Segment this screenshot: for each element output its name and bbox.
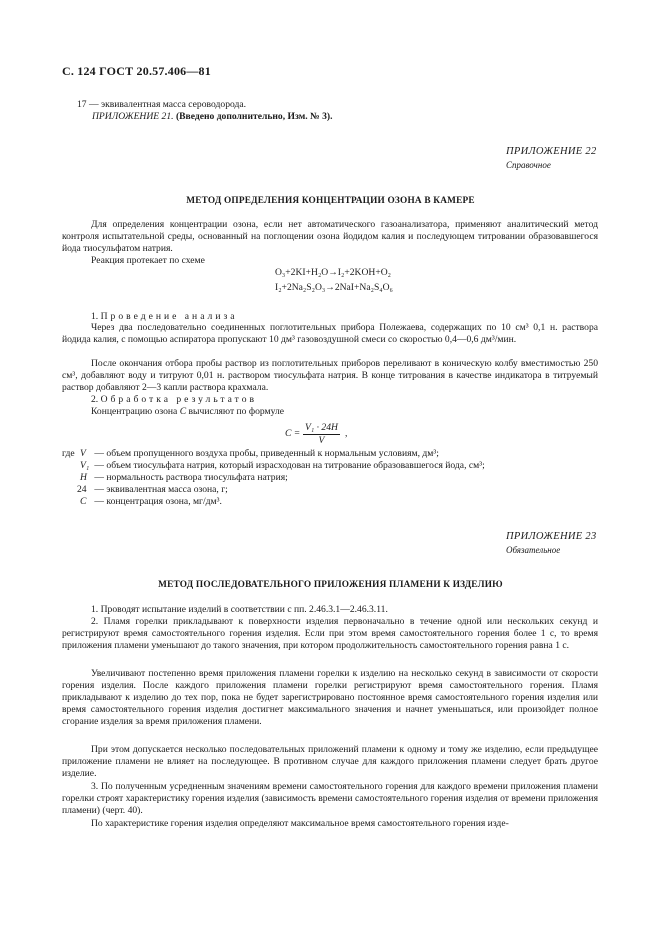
formula-denominator: V — [318, 435, 325, 447]
legend-text: — концентрация озона, мг/дм³. — [94, 496, 222, 507]
formula-intro-symbol: C — [179, 406, 187, 417]
legend-text: — объем тиосульфата натрия, который израсходован на титрование образовавшегося йода, см³; — [94, 460, 485, 471]
legend-item — [80, 448, 439, 460]
appendix22-sub: Справочное — [506, 160, 551, 170]
reaction-1: O₃+2KI+H₂O→I₂+2KOH+O₂ — [275, 267, 392, 278]
legend-symbol: H — [80, 472, 87, 483]
legend-where: где — [62, 448, 75, 459]
section1-paragraph-2: После окончания отбора пробы раствор из поглотительных приборов переливают в коническую колбу вместимостью 250 см³, добавляют воду и титруют 0,01 н. раствором тиосульфата натрия. В конце титрования в качестве индикатора в титруемый раствор добавляют 2—3 капли раствора крахмала. — [62, 358, 598, 394]
prev-appendix-note — [92, 111, 332, 123]
formula-fraction — [303, 422, 340, 447]
prev-appendix-note-label: ПРИЛОЖЕНИЕ 21. — [92, 111, 174, 122]
formula-intro-text-b: вычисляют по формуле — [188, 406, 285, 417]
section2-title: Обработка результатов — [100, 394, 258, 405]
appendix23-paragraph-1: 1. Проводят испытание изделий в соответствии с пп. 2.46.3.1—2.46.3.11. — [91, 604, 388, 615]
formula-numerator: V₁ · 24H — [303, 422, 340, 435]
formula-tail: , — [345, 428, 348, 439]
section2-number: 2. — [91, 394, 99, 405]
appendix22-label: ПРИЛОЖЕНИЕ 22 — [506, 146, 597, 157]
appendix23-paragraph-4: При этом допускается несколько последовательных приложений пламени к одному и тому же изделию, если предыдущее приложение пламени не влияет на последующее. В противном случае для каждого приложения пламени следует брать другое изделие. — [62, 744, 598, 780]
legend-symbol: V₁ — [80, 460, 90, 471]
reaction-intro: Реакция протекает по схеме — [91, 255, 205, 266]
legend-item — [77, 484, 228, 496]
appendix23-paragraph-5: 3. По полученным усредненным значениям времени самостоятельного горения для каждого времени приложения пламени горелки строят характеристику горения изделия (зависимость времени самостоятельного горения изделия от времени приложения пламени) (черт. 40). — [62, 781, 598, 817]
section2-heading — [91, 394, 257, 406]
legend-item — [80, 460, 485, 472]
legend-symbol: C — [80, 496, 87, 507]
section1-title: Проведение анализа — [100, 311, 238, 322]
appendix23-paragraph-3: Увеличивают постепенно время приложения пламени горелки к изделию на несколько секунд в зависимости от скорости горения изделия. После каждого приложения пламени горелки регистрируют время самостоятельного горения. Пламя прикладывают к изделию до тех пор, пока не будет зарегистрировано постоянное время самостоятельного горения изделия или время самостоятельного горения изделия достигнет максимального значения и начнет уменьшаться, или произойдет полное сгорание изделия за время приложения пламени. — [62, 668, 598, 728]
appendix23-paragraph-2: 2. Пламя горелки прикладывают к поверхности изделия первоначально в течение одной или нескольких секунд и регистрируют время самостоятельного горения изделия. Если при этом время самостоятельного горения более 1 с, то время приложения пламени уменьшают до такого значения, при котором продолжительность самостоятельного горения равна 1 с. — [62, 616, 598, 652]
appendix23-sub: Обязательное — [506, 545, 561, 555]
appendix23-paragraph-6: По характеристике горения изделия определяют максимальное время самостоятельного горения изде- — [91, 818, 509, 829]
appendix22-intro: Для определения концентрации озона, если нет автоматического газоанализатора, применяют аналитический метод контроля испытательной среды, основанный на поглощении озона йодидом калия и последующем титровании образовавшегося йода тиосульфатом натрия. — [62, 219, 598, 255]
formula-intro — [91, 406, 284, 418]
legend-text: — эквивалентная масса озона, г; — [94, 484, 228, 495]
section1-paragraph-1: Через два последовательно соединенных поглотительных прибора Полежаева, содержащих по 10 см³ 0,1 н. раствора йодида калия, с помощью аспиратора пропускают 10 дм³ газовоздушной смеси со скоростью 0,4—0,6 дм³/мин. — [62, 322, 598, 346]
prev-item-17: 17 — эквивалентная масса сероводорода. — [77, 99, 247, 110]
legend-text: — нормальность раствора тиосульфата натрия; — [94, 472, 288, 483]
prev-appendix-note-amendment: (Введено дополнительно, Изм. № 3). — [175, 111, 333, 122]
legend-text: — объем пропущенного воздуха пробы, приведенный к нормальным условиям, дм³; — [94, 448, 439, 459]
formula-intro-text-a: Концентрацию озона — [91, 406, 178, 417]
legend-item — [80, 472, 288, 484]
legend-symbol: 24 — [77, 484, 87, 495]
page-header: С. 124 ГОСТ 20.57.406—81 — [62, 64, 211, 78]
appendix23-label: ПРИЛОЖЕНИЕ 23 — [506, 531, 597, 542]
legend-item — [80, 496, 222, 508]
appendix22-title: МЕТОД ОПРЕДЕЛЕНИЯ КОНЦЕНТРАЦИИ ОЗОНА В КАМЕРЕ — [186, 196, 475, 206]
appendix23-title: МЕТОД ПОСЛЕДОВАТЕЛЬНОГО ПРИЛОЖЕНИЯ ПЛАМЕНИ К ИЗДЕЛИЮ — [158, 580, 503, 590]
reaction-2: I₂+2Na₂S₂O₃→2NaI+Na₂S₄O₆ — [275, 282, 393, 293]
section1-number: 1. — [91, 311, 99, 322]
legend-symbol: V — [80, 448, 86, 459]
formula-lhs: C = — [285, 428, 301, 439]
